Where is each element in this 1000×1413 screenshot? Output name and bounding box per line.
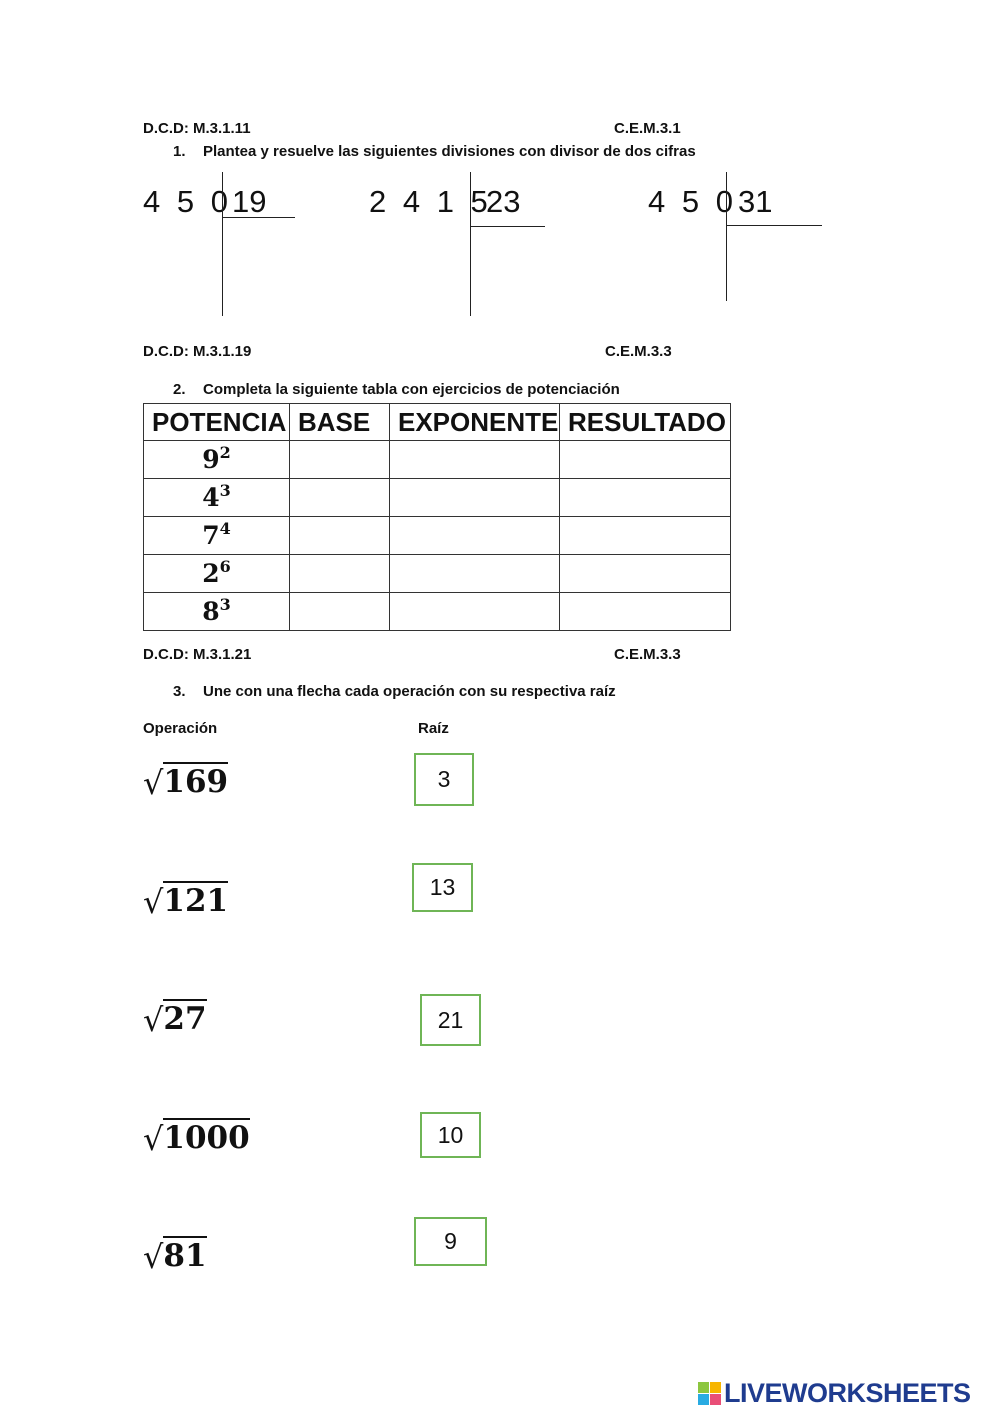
base-answer-cell[interactable] [290, 593, 390, 631]
root-answer-box[interactable]: 21 [420, 994, 481, 1046]
division-vertical-line [726, 172, 727, 301]
col-header-base: BASE [290, 404, 390, 441]
table-header-row [144, 404, 731, 441]
division-vertical-line [470, 172, 471, 316]
root-operation[interactable] [143, 762, 229, 802]
liveworksheets-logo [698, 1378, 971, 1409]
cem-code-1: C.E.M.3.1 [614, 120, 681, 137]
power-exponent: 2 [219, 443, 231, 462]
power-expression [144, 441, 290, 479]
root-answer-box[interactable]: 13 [412, 863, 473, 912]
power-base: 4 [202, 483, 220, 512]
question-2 [173, 381, 620, 398]
root-operation[interactable] [143, 1236, 207, 1276]
root-column-label: Raíz [418, 720, 449, 737]
logo-mark-icon [698, 1382, 721, 1405]
root-answer-box[interactable]: 10 [420, 1112, 481, 1158]
radicand: 121 [163, 883, 229, 919]
root-operation[interactable] [143, 1118, 250, 1158]
table-row [144, 555, 731, 593]
result-answer-cell[interactable] [560, 441, 731, 479]
radical-sign: √ [143, 1000, 164, 1039]
power-expression [144, 479, 290, 517]
base-answer-cell[interactable] [290, 555, 390, 593]
division-horizontal-line [222, 217, 295, 218]
question-3 [173, 683, 616, 700]
root-operation[interactable] [143, 881, 229, 921]
col-header-exponente: EXPONENTE [390, 404, 560, 441]
col-header-resultado: RESULTADO [560, 404, 731, 441]
division-answer-area[interactable] [224, 220, 294, 314]
question-number: 3. [173, 683, 186, 700]
table-row [144, 441, 731, 479]
brand-name: LIVEWORKSHEETS [724, 1378, 971, 1408]
result-answer-cell[interactable] [560, 517, 731, 555]
division-vertical-line [222, 172, 223, 316]
radical-sign: √ [143, 763, 164, 802]
dcd-code-1: D.C.D: M.3.1.11 [143, 120, 251, 137]
power-exponent: 4 [219, 519, 231, 538]
question-text: Une con una flecha cada operación con su respectiva raíz [203, 683, 616, 700]
division-divisor: 23 [486, 184, 521, 219]
root-answer-box[interactable]: 3 [414, 753, 474, 806]
exponent-answer-cell[interactable] [390, 441, 560, 479]
question-text: Completa la siguiente tabla con ejercicios de potenciación [203, 381, 620, 398]
base-answer-cell[interactable] [290, 479, 390, 517]
power-base: 8 [202, 597, 220, 626]
radical-sign: √ [143, 882, 164, 921]
radicand: 81 [163, 1238, 207, 1274]
power-exponent: 3 [219, 595, 231, 614]
exponent-answer-cell[interactable] [390, 517, 560, 555]
question-text: Plantea y resuelve las siguientes divisiones con divisor de dos cifras [203, 143, 696, 160]
table-row [144, 479, 731, 517]
base-answer-cell[interactable] [290, 517, 390, 555]
exponent-answer-cell[interactable] [390, 555, 560, 593]
cem-code-3: C.E.M.3.3 [614, 646, 681, 663]
question-number: 2. [173, 381, 186, 398]
radical-sign: √ [143, 1119, 164, 1158]
power-exponent: 3 [219, 481, 231, 500]
power-base: 2 [202, 559, 220, 588]
dcd-code-3: D.C.D: M.3.1.21 [143, 646, 252, 663]
exponent-answer-cell[interactable] [390, 479, 560, 517]
division-answer-area[interactable] [728, 228, 820, 299]
base-answer-cell[interactable] [290, 441, 390, 479]
division-dividend: 4 5 0 [143, 184, 232, 219]
division-dividend: 2 4 1 5 [369, 184, 492, 219]
root-operation[interactable] [143, 999, 207, 1039]
operation-column-label: Operación [143, 720, 218, 737]
radicand: 27 [163, 1001, 207, 1037]
power-expression [144, 593, 290, 631]
radical-sign: √ [143, 1237, 164, 1276]
question-number: 1. [173, 143, 186, 160]
division-dividend: 4 5 0 [648, 184, 737, 219]
result-answer-cell[interactable] [560, 593, 731, 631]
power-expression [144, 555, 290, 593]
dcd-code-2: D.C.D: M.3.1.19 [143, 343, 252, 360]
division-divisor: 19 [232, 184, 267, 219]
power-expression [144, 517, 290, 555]
col-header-potencia: POTENCIA [144, 404, 290, 441]
power-base: 7 [202, 521, 220, 550]
power-table [143, 403, 731, 631]
power-exponent: 6 [219, 557, 231, 576]
exponent-answer-cell[interactable] [390, 593, 560, 631]
radicand: 169 [163, 764, 229, 800]
power-base: 9 [202, 445, 220, 474]
result-answer-cell[interactable] [560, 479, 731, 517]
division-answer-area[interactable] [472, 229, 544, 314]
division-divisor: 31 [738, 184, 773, 219]
table-row [144, 593, 731, 631]
question-1 [173, 143, 696, 160]
division-horizontal-line [470, 226, 545, 227]
radicand: 1000 [163, 1120, 250, 1156]
division-horizontal-line [726, 225, 822, 226]
root-answer-box[interactable]: 9 [414, 1217, 487, 1266]
table-row [144, 517, 731, 555]
result-answer-cell[interactable] [560, 555, 731, 593]
cem-code-2: C.E.M.3.3 [605, 343, 672, 360]
